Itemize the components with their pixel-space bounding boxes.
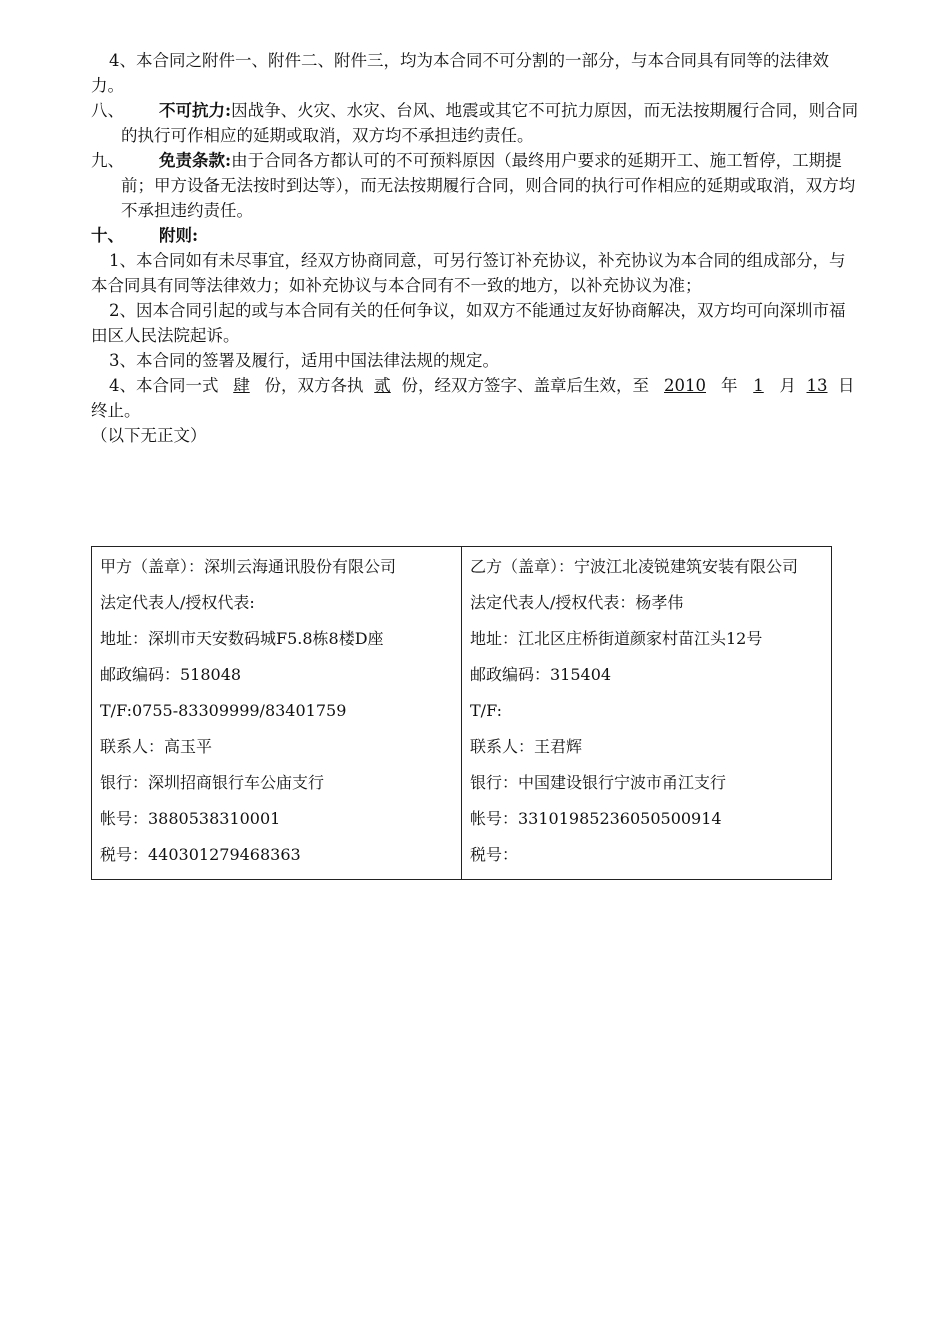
clause-body: 因战争、火灾、水灾、台风、地震或其它不可抗力原因，而无法按期履行合同，则合同的执行可作相应的延期或取消，双方均不承担违约责任。 [121,101,859,145]
text-fragment: 份，经双方签字、盖章后生效，至 [401,376,649,395]
party-b-tax-id: 税号： [470,845,519,864]
supplementary-item-3: 3、本合同的签署及履行，适用中国法律法规的规定。 [109,351,499,370]
clause-force-majeure [91,98,861,148]
party-b-address: 地址：江北区庄桥街道颜家村苗江头12号 [470,629,763,648]
end-of-text-note: （以下无正文） [91,426,207,445]
party-a-account: 帐号：3880538310001 [100,809,281,828]
copies-count: 肆 [233,376,250,395]
party-a-tax-id: 税号：440301279468363 [100,845,301,864]
clause-number: 八、 [91,101,124,120]
text-fragment: 4、本合同一式 [109,376,219,395]
clause-title: 不可抗力: [159,101,232,120]
party-b-account: 帐号：33101985236050500914 [470,809,722,828]
party-b-cell [462,547,832,880]
party-a-contact: 联系人：高玉平 [100,737,213,756]
signature-table [91,546,832,880]
party-a-address: 地址：深圳市天安数码城F5.8栋8楼D座 [100,629,384,648]
party-a-cell [92,547,462,880]
party-b-representative: 法定代表人/授权代表：杨孝伟 [470,593,684,612]
text-fragment: 月 [779,376,796,395]
party-a-bank: 银行：深圳招商银行车公庙支行 [100,773,325,792]
clause-exemption [91,148,861,223]
supplementary-item-2: 2、因本合同引起的或与本合同有关的任何争议，如双方不能通过友好协商解决，双方均可向深圳市福田区人民法院起诉。 [91,301,846,345]
contract-text [91,48,861,448]
party-a-postcode: 邮政编码：518048 [100,665,242,684]
clause-number: 十、 [91,226,124,245]
party-b-postcode: 邮政编码：315404 [470,665,612,684]
clause-title: 附则: [159,226,199,245]
party-b-contact: 联系人：王君辉 [470,737,583,756]
clause-supplementary [91,223,861,248]
clause-title: 免责条款: [159,151,232,170]
end-day: 13 [806,376,828,395]
supplementary-item-4 [91,373,861,423]
clause-number: 九、 [91,151,124,170]
text-fragment: 年 [721,376,738,395]
supplementary-item-1: 1、本合同如有未尽事宜，经双方协商同意，可另行签订补充协议，补充协议为本合同的组成部分，与本合同具有同等法律效力；如补充协议与本合同有不一致的地方，以补充协议为准； [91,251,846,295]
end-month: 1 [753,376,764,395]
party-b-bank: 银行：中国建设银行宁波市甬江支行 [470,773,727,792]
party-b-name: 乙方（盖章）：宁波江北凌锐建筑安装有限公司 [470,557,799,576]
party-a-name: 甲方（盖章）：深圳云海通讯股份有限公司 [100,557,397,576]
party-a-phone-fax: T/F:0755-83309999/83401759 [100,701,347,720]
clause-7-item-4: 4、本合同之附件一、附件二、附件三，均为本合同不可分割的一部分，与本合同具有同等的法律效力。 [91,51,829,95]
text-fragment: 日终止。 [91,376,855,420]
party-a-representative: 法定代表人/授权代表: [100,593,255,612]
party-b-phone-fax: T/F: [470,701,502,720]
clause-body: 由于合同各方都认可的不可预料原因（最终用户要求的延期开工、施工暂停，工期提前；甲方设备无法按时到达等），而无法按期履行合同，则合同的执行可作相应的延期或取消，双方均不承担违约责任。 [121,151,856,220]
text-fragment: 份，双方各执 [264,376,364,395]
end-year: 2010 [664,376,706,395]
copies-each: 贰 [374,376,391,395]
